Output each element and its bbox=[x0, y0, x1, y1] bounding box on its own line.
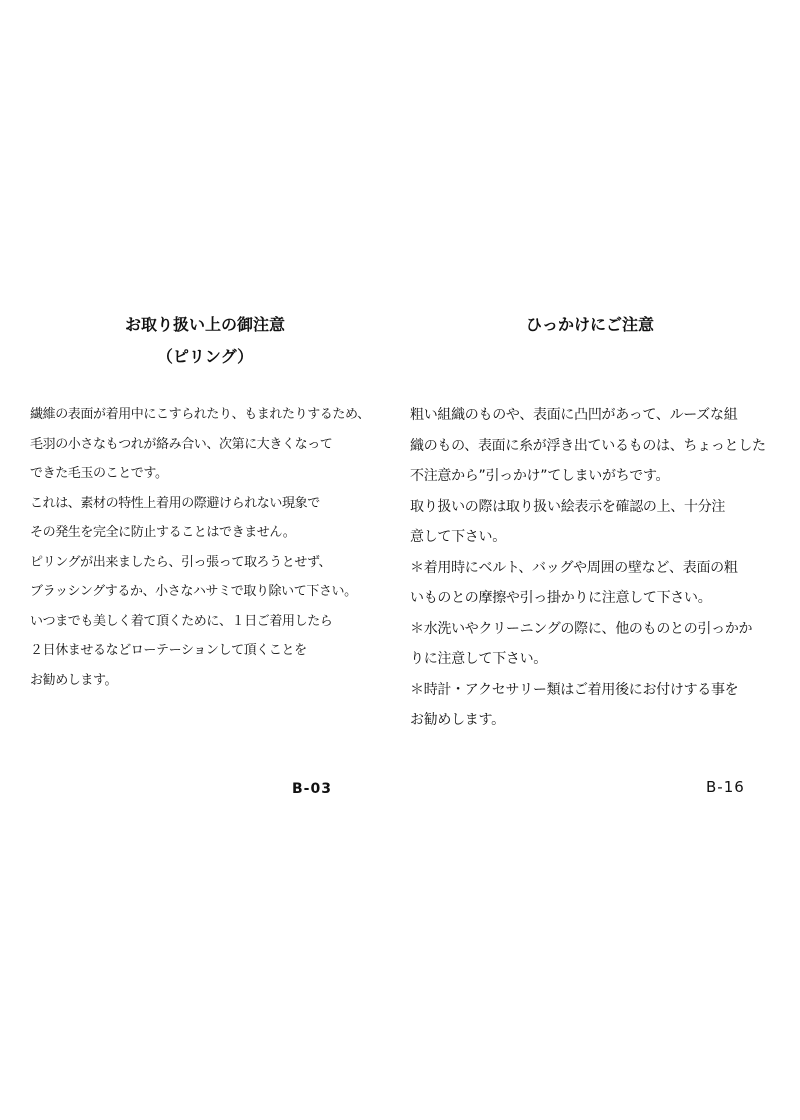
snag-body-line: 意して下さい。 bbox=[410, 529, 506, 545]
pilling-body-line: ブラッシングするか、小さなハサミで取り除いて下さい。 bbox=[30, 584, 357, 599]
pilling-body-line: できた毛玉のことです。 bbox=[30, 466, 168, 481]
pilling-care-card bbox=[30, 310, 380, 695]
pilling-body-line: いつまでも美しく着て頂くために、１日ご着用したら bbox=[30, 613, 333, 629]
snag-body-line: ＊着用時にベルト、バッグや周囲の壁など、表面の粗 bbox=[410, 559, 738, 576]
snag-body-line: 織のもの、表面に糸が浮き出ているものは、ちょっとした bbox=[410, 437, 766, 454]
pilling-body-line: その発生を完全に防止することはできません。 bbox=[30, 525, 296, 540]
snag-title: ひっかけにご注意 bbox=[525, 315, 654, 334]
pilling-body-line: 毛羽の小さなもつれが絡み合い、次第に大きくなって bbox=[30, 436, 333, 452]
snag-code-label: B-16 bbox=[706, 778, 745, 796]
pilling-subtitle: （ピリング） bbox=[156, 347, 254, 366]
snag-body-line: 粗い組織のものや、表面に凸凹があって、ルーズな組 bbox=[410, 407, 738, 423]
pilling-title: お取り扱い上の御注意 bbox=[124, 315, 285, 334]
pilling-body-line: 繊維の表面が着用中にこすられたり、もまれたりするため、 bbox=[30, 407, 370, 422]
pilling-body bbox=[30, 400, 380, 695]
snag-body bbox=[410, 400, 770, 736]
snag-body-line: 取り扱いの際は取り扱い絵表示を確認の上、十分注 bbox=[410, 498, 726, 515]
snag-body-line: ＊水洗いやクリーニングの際に、他のものとの引っかか bbox=[410, 620, 753, 637]
snag-body-line: りに注意して下さい。 bbox=[410, 651, 547, 667]
snag-body-line: お勧めします。 bbox=[410, 712, 505, 728]
pilling-body-line: お勧めします。 bbox=[30, 672, 118, 688]
pilling-body-line: これは、素材の特性上着用の際避けられない現象で bbox=[30, 495, 320, 511]
snag-body-line: 不注意から”引っかけ”てしまいがちです。 bbox=[410, 468, 670, 484]
pilling-code-label: B-03 bbox=[292, 781, 332, 797]
pilling-body-line: ２日休ませるなどローテーションして頂くことを bbox=[30, 643, 307, 658]
snag-body-line: いものとの摩擦や引っ掛かりに注意して下さい。 bbox=[410, 590, 712, 606]
snag-care-card bbox=[410, 310, 770, 736]
pilling-body-line: ピリングが出来ましたら、引っ張って取ろうとせず、 bbox=[30, 554, 332, 570]
snag-body-line: ＊時計・アクセサリー類はご着用後にお付けする事を bbox=[410, 681, 739, 698]
